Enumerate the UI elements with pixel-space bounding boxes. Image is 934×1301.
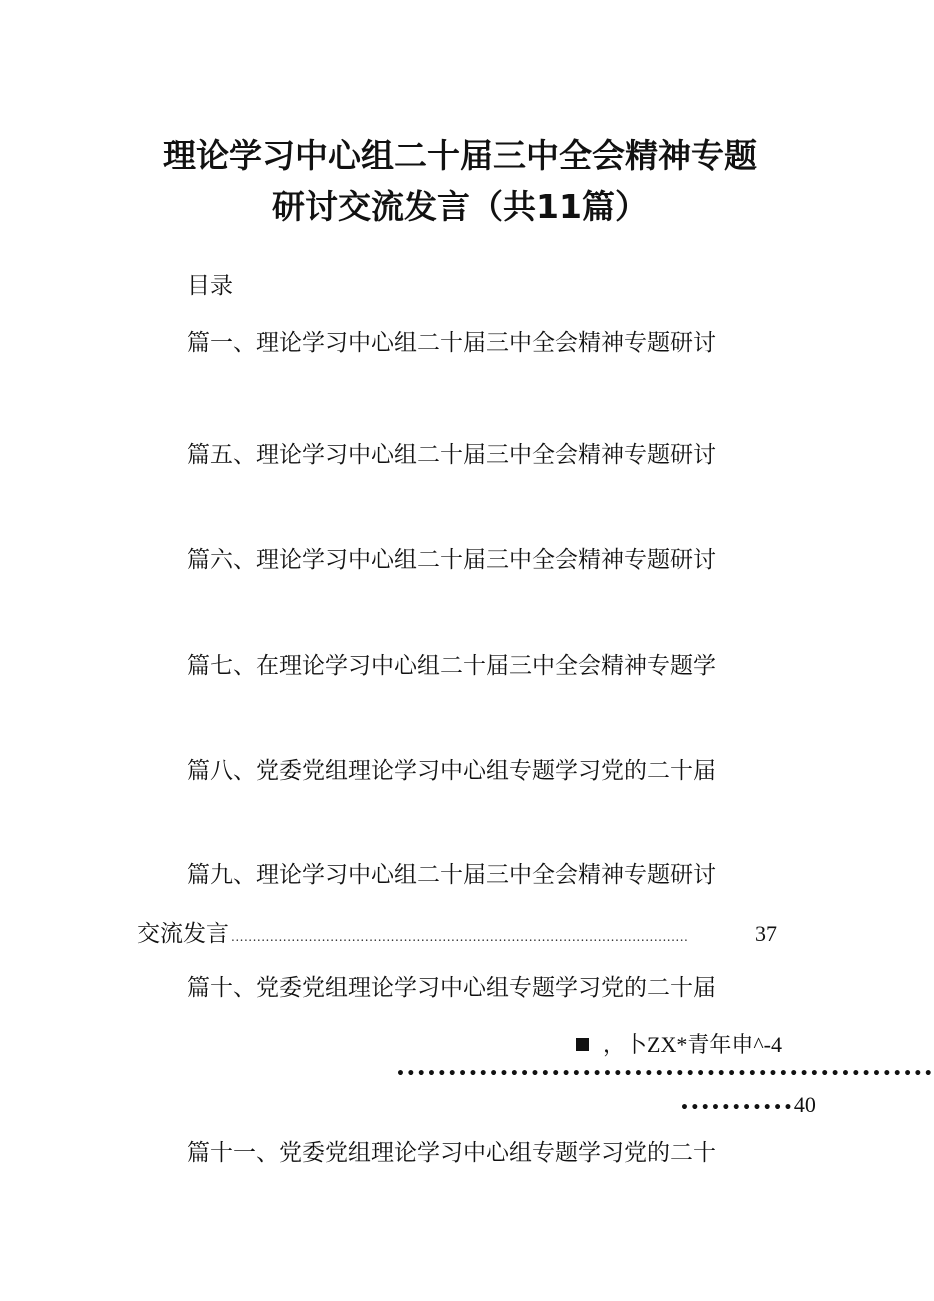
toc-heading: 目录: [187, 273, 233, 299]
toc-item-11[interactable]: 篇十一、党委党组理论学习中心组专题学习党的二十: [187, 1140, 716, 1166]
toc-garbled-line: [576, 1029, 782, 1061]
toc-page-number-40: 40: [793, 1092, 816, 1117]
toc-item-9-continuation[interactable]: [137, 918, 777, 950]
toc-item-7[interactable]: 篇七、在理论学习中心组二十届三中全会精神专题学: [187, 653, 716, 679]
toc-item-9[interactable]: 篇九、理论学习中心组二十届三中全会精神专题研讨: [187, 862, 716, 888]
toc-item-8[interactable]: 篇八、党委党组理论学习中心组专题学习党的二十届: [187, 758, 716, 784]
toc-dot-leader-row-1: ••••••••••••••••••••••••••••••••••••••••••••••••••••: [396, 1066, 934, 1082]
toc-garbled-text: ，卜ZX*青年申^-4: [603, 1032, 782, 1057]
toc-item-1[interactable]: 篇一、理论学习中心组二十届三中全会精神专题研讨: [187, 330, 716, 356]
toc-dot-leader: ..........................................................................................................: [231, 930, 689, 944]
toc-item-6[interactable]: 篇六、理论学习中心组二十届三中全会精神专题研讨: [187, 547, 716, 573]
toc-dot-leader-2: •••••••••••: [680, 1100, 794, 1116]
document-title-line-2: 研讨交流发言（共11篇）: [272, 187, 648, 226]
toc-item-10[interactable]: 篇十、党委党组理论学习中心组专题学习党的二十届: [187, 975, 716, 1001]
document-title-line-1: 理论学习中心组二十届三中全会精神专题: [163, 136, 757, 175]
black-square-icon: [576, 1038, 589, 1051]
toc-continuation-text: 交流发言: [137, 921, 229, 947]
toc-page-number: 37: [755, 921, 777, 946]
toc-item-5[interactable]: 篇五、理论学习中心组二十届三中全会精神专题研讨: [187, 442, 716, 468]
toc-dot-leader-row-2: [680, 1092, 816, 1118]
